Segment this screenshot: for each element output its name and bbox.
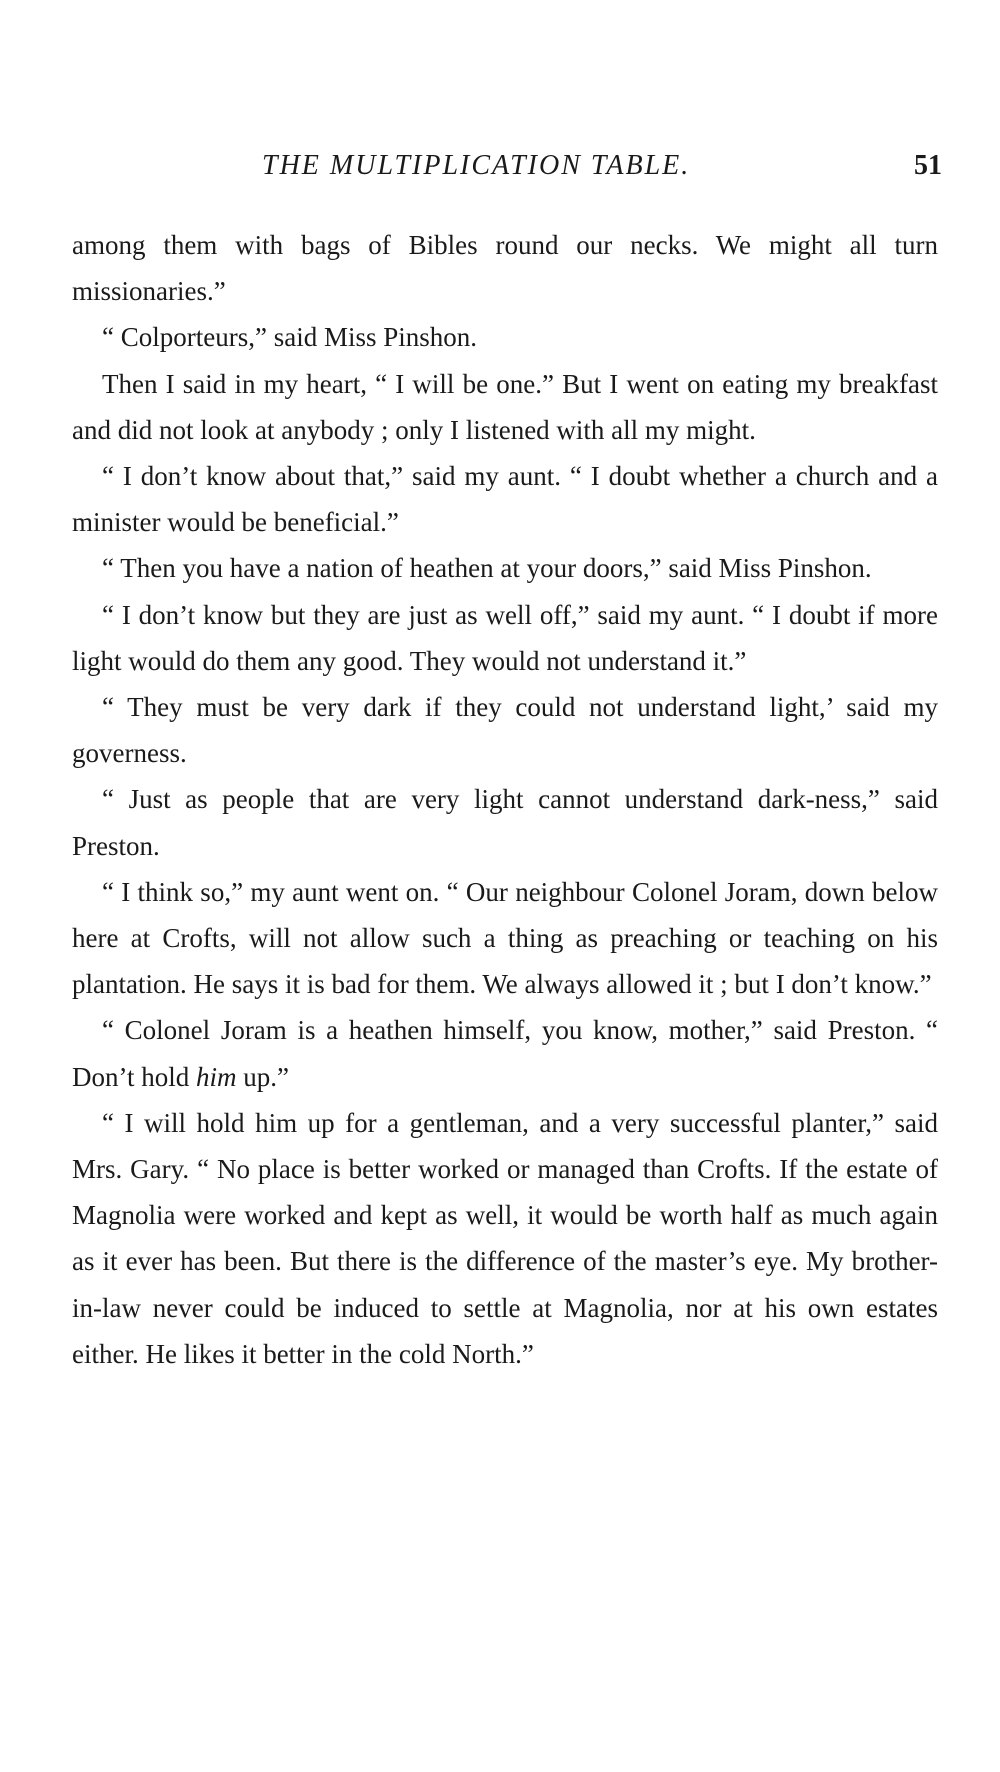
running-title: THE MULTIPLICATION TABLE. [262, 150, 691, 181]
paragraph: among them with bags of Bibles round our necks. We might all turn missionaries.” [72, 230, 938, 307]
paragraph: Then I said in my heart, “ I will be one.” But I went on eating my breakfast and did not look at anybody ; only I listened with all my might. [72, 368, 938, 445]
paragraph-text: up.” [236, 1061, 289, 1092]
paragraph: “ Then you have a nation of heathen at your doors,” said Miss Pinshon. [102, 553, 872, 584]
paragraph-text: “ Colonel Joram is a heathen himself, you know, mother,” said Preston. “ Don’t hold [72, 1015, 938, 1092]
paragraph [72, 1007, 938, 1099]
paragraph: “ I don’t know about that,” said my aunt. “ I doubt whether a church and a minister would be beneficial.” [72, 461, 938, 538]
running-header [72, 150, 942, 186]
paragraph: “ I don’t know but they are just as well off,” said my aunt. “ I doubt if more light would do them any good. They would not understand it.” [72, 599, 938, 676]
paragraph: “ They must be very dark if they could not understand light,’ said my governess. [72, 692, 938, 769]
body-text [72, 222, 938, 1377]
paragraph: “ Just as people that are very light cannot understand dark-ness,” said Preston. [72, 784, 938, 861]
page-number: 51 [914, 150, 942, 181]
emphasized-word: him [196, 1061, 237, 1092]
paragraph: “ I will hold him up for a gentleman, and a very successful planter,” said Mrs. Gary. “ No place is better worked or managed than Crofts. If the estate of Magnolia were worked and kept as well, it would be worth half as much again as it ever has been. But there is the difference of the master’s eye. My brother-in-law never could be induced to settle at Magnolia, nor at his own estates either. He likes it better in the cold North.” [72, 1107, 938, 1369]
paragraph: “ Colporteurs,” said Miss Pinshon. [102, 322, 477, 353]
paragraph: “ I think so,” my aunt went on. “ Our neighbour Colonel Joram, down below here at Crofts, will not allow such a thing as preaching or teaching on his plantation. He says it is bad for them. We always allowed it ; but I don’t know.” [72, 876, 938, 1000]
